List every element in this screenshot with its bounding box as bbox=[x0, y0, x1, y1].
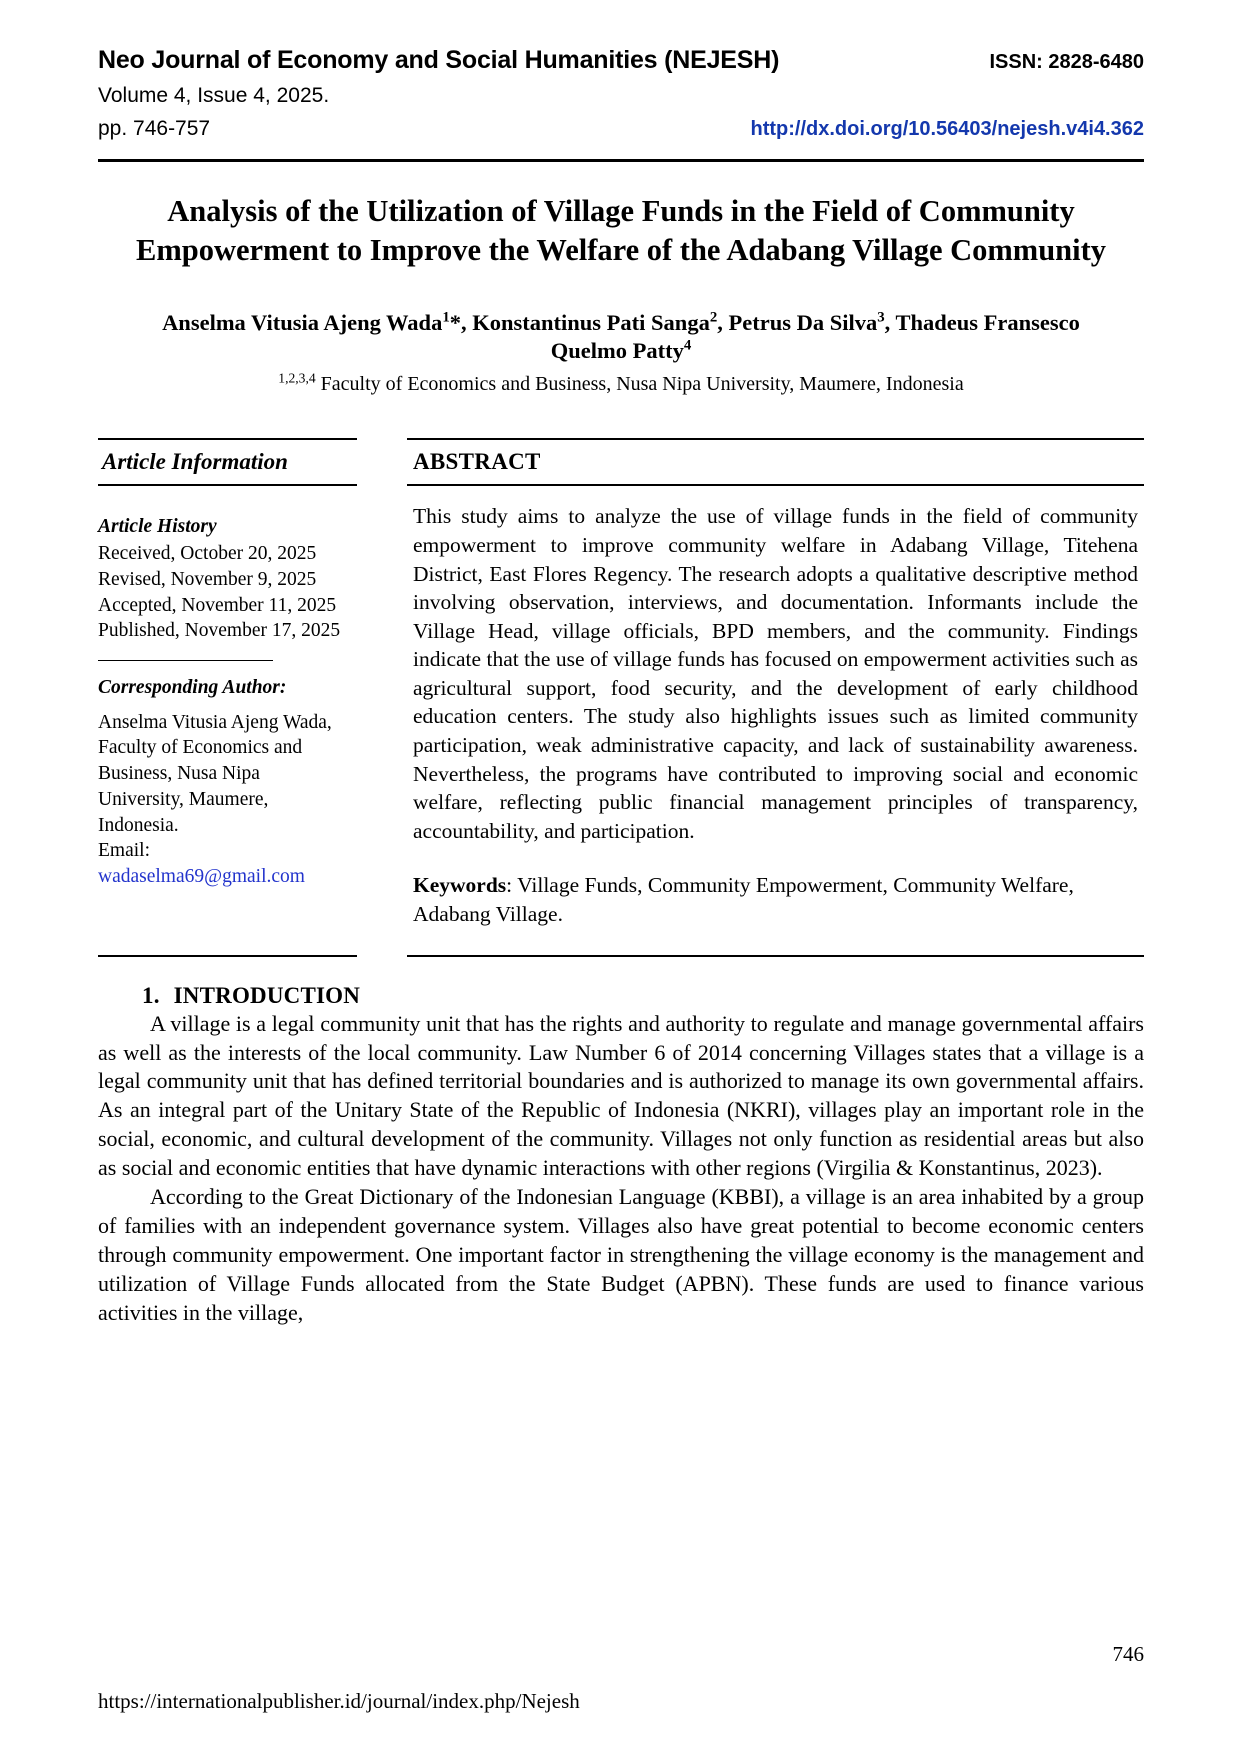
article-title: Analysis of the Utilization of Village Funds in the Field of Community Empowerment to Improve the Welfare of the Adabang Village Community bbox=[135, 194, 1107, 268]
journal-issn: ISSN: 2828-6480 bbox=[989, 51, 1144, 73]
corresponding-author-heading: Corresponding Author: bbox=[98, 676, 287, 698]
journal-title: Neo Journal of Economy and Social Humanities (NEJESH) bbox=[98, 46, 780, 74]
author-sep-3: , Thadeus Fransesco Quelmo Patty bbox=[550, 310, 1080, 364]
bottom-rule-left-wrap bbox=[98, 955, 383, 957]
journal-page-range: pp. 746-757 bbox=[98, 117, 211, 140]
journal-volume-issue: Volume 4, Issue 4, 2025. bbox=[98, 84, 330, 107]
author-list bbox=[150, 309, 1092, 365]
bottom-rule-right-wrap bbox=[407, 955, 1144, 957]
abstract-column bbox=[407, 438, 1144, 928]
journal-footer-url: https://internationalpublisher.id/journal/index.php/Nejesh bbox=[98, 1689, 580, 1713]
article-history-heading: Article History bbox=[98, 516, 217, 538]
masthead-row-pages bbox=[98, 117, 1144, 141]
corresponding-author-email-label: Email: bbox=[98, 840, 150, 862]
doi-link[interactable]: http://dx.doi.org/10.56403/nejesh.v4i4.362 bbox=[750, 118, 1144, 140]
introduction-heading bbox=[98, 983, 1144, 1009]
introduction-body bbox=[98, 1010, 1144, 1328]
corresponding-author-email-link[interactable]: wadaselma69@gmail.com bbox=[98, 866, 305, 888]
article-history-block bbox=[98, 486, 357, 890]
history-accepted: Accepted, November 11, 2025 bbox=[98, 594, 337, 616]
corresponding-author-line-1: Anselma Vitusia Ajeng Wada, bbox=[98, 711, 332, 733]
masthead-divider bbox=[98, 159, 1144, 162]
introduction-paragraph-2: According to the Great Dictionary of the Indonesian Language (KBBI), a village is an area inhabited by a group of families with an independent governance system. Villages also have great potential to become economic centers through community empowerment. One important factor in strengthening the village economy is the management and utilization of Village Funds allocated from the State Budget (APBN). These funds are used to finance various activities in the village, bbox=[98, 1184, 1144, 1325]
author-sep-1: *, Konstantinus Pati Sanga bbox=[449, 310, 710, 336]
history-revised: Revised, November 9, 2025 bbox=[98, 568, 317, 590]
article-information-heading: Article Information bbox=[102, 449, 288, 475]
page-number: 746 bbox=[1112, 1642, 1144, 1666]
page-footer bbox=[98, 1642, 1144, 1714]
column-gap bbox=[383, 438, 407, 928]
keywords-text: : Village Funds, Community Empowerment, Community Welfare, Adabang Village. bbox=[413, 873, 1074, 927]
introduction-heading-label: INTRODUCTION bbox=[173, 982, 361, 1008]
author-affiliation bbox=[98, 370, 1144, 396]
introduction-paragraph-1: A village is a legal community unit that has the rights and authority to regulate and manage governmental affairs as well as the interests of the local community. Law Number 6 of 2014 concerning Villages states that a village is a legal community unit that has defined territorial boundaries and is authorized to manage its own governmental affairs. As an integral part of the Unitary State of the Republic of Indonesia (NKRI), villages play an important role in the social, economic, and cultural development of the community. Villages not only function as residential areas but also as social and economic entities that have dynamic interactions with other regions (Virgilia & Konstantinus, 2023). bbox=[98, 1010, 1144, 1181]
info-abstract-block bbox=[98, 438, 1144, 928]
abstract-text: This study aims to analyze the use of village funds in the field of community empowerment to improve community welfare in Adabang Village, Titehena District, East Flores Regency. The research adopts a qualitative descriptive method involving observation, interviews, and documentation. Informants include the Village Head, village officials, BPD members, and the community. Findings indicate that the use of village funds has focused on empowerment activities such as agricultural support, food security, and the development of early childhood education centers. The study also highlights issues such as limited community participation, weak administrative capacity, and lack of sustainability awareness. Nevertheless, the programs have contributed to improving social and economic welfare, reflecting public financial management principles of transparency, accountability, and participation. bbox=[413, 504, 1138, 843]
author-3-affil-marker: 3 bbox=[877, 309, 885, 326]
journal-masthead bbox=[98, 46, 1144, 141]
keywords-label: Keywords bbox=[413, 873, 507, 898]
article-information-column bbox=[98, 438, 383, 928]
article-info-bottom-rule bbox=[98, 955, 357, 957]
article-info-short-rule bbox=[98, 660, 273, 661]
masthead-row-title bbox=[98, 46, 1144, 75]
history-received: Received, October 20, 2025 bbox=[98, 543, 317, 565]
keywords-line bbox=[407, 871, 1144, 928]
affiliation-markers: 1,2,3,4 bbox=[278, 370, 316, 386]
author-1-affil-marker: 1 bbox=[442, 309, 450, 326]
abstract-block-bottom-rules bbox=[98, 955, 1144, 957]
corresponding-author-line-3: Business, Nusa Nipa bbox=[98, 763, 260, 785]
corresponding-author-line-4: University, Maumere, bbox=[98, 788, 269, 810]
corresponding-author-line-2: Faculty of Economics and bbox=[98, 737, 303, 759]
history-published: Published, November 17, 2025 bbox=[98, 620, 341, 642]
corresponding-author-line-5: Indonesia. bbox=[98, 814, 179, 836]
affiliation-text: Faculty of Economics and Business, Nusa Nipa University, Maumere, Indonesia bbox=[315, 373, 964, 396]
author-sep-2: , Petrus Da Silva bbox=[717, 310, 878, 336]
author-4-affil-marker: 4 bbox=[683, 337, 692, 354]
abstract-heading: ABSTRACT bbox=[413, 449, 541, 475]
introduction-number: 1. bbox=[142, 982, 160, 1008]
author-1-name: Anselma Vitusia Ajeng Wada bbox=[162, 310, 443, 336]
author-2-affil-marker: 2 bbox=[709, 309, 718, 326]
abstract-bottom-rule bbox=[407, 955, 1144, 957]
